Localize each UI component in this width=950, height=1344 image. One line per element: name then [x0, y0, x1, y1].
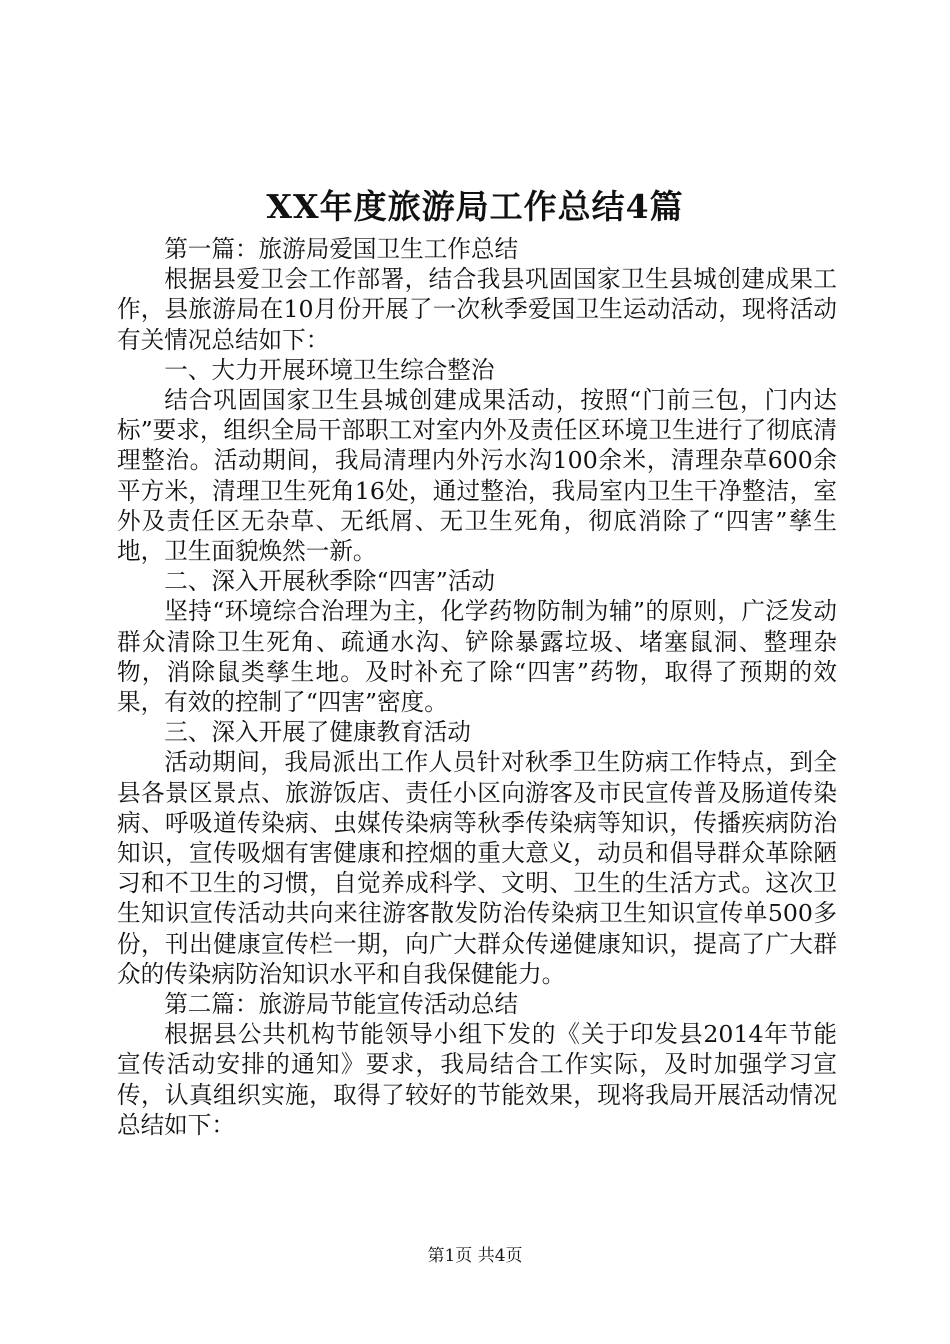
document-title: XX年度旅游局工作总结4篇	[266, 187, 684, 226]
section-heading: 第一篇：旅游局爱国卫生工作总结	[164, 235, 519, 263]
document-body	[117, 234, 837, 1140]
paragraph: 坚持“环境综合治理为主，化学药物防制为辅”的原则，广泛发动群众清除卫生死角、疏通水沟、铲除暴露垃圾、堵塞鼠洞、整理杂物，消除鼠类孳生地。及时补充了除“四害”药物，取得了预期的效果，有效的控制了“四害”密度。	[117, 597, 837, 717]
page-footer: 第1页 共4页	[427, 1246, 523, 1266]
section-heading: 第二篇：旅游局节能宣传活动总结	[164, 990, 519, 1019]
paragraph: 结合巩固国家卫生县城创建成果活动，按照“门前三包，门内达标”要求，组织全局干部职工对室内外及责任区环境卫生进行了彻底清理整治。活动期间，我局清理内外污水沟100余米，清理杂草600余平方米，清理卫生死角16处，通过整治，我局室内卫生干净整洁，室外及责任区无杂草、无纸屑、无卫生死角，彻底消除了“四害”孳生地，卫生面貌焕然一新。	[117, 386, 837, 566]
paragraph: 根据县公共机构节能领导小组下发的《关于印发县2014年节能宣传活动安排的通知》要求，我局结合工作实际，及时加强学习宣传，认真组织实施，取得了较好的节能效果，现将我局开展活动情况总结如下：	[117, 1020, 837, 1139]
paragraph: 根据县爱卫会工作部署，结合我县巩固国家卫生县城创建成果工作，县旅游局在10月份开展了一次秋季爱国卫生运动活动，现将活动有关情况总结如下：	[117, 265, 837, 354]
subsection-heading: 二、深入开展秋季除“四害”活动	[164, 567, 496, 596]
paragraph: 活动期间，我局派出工作人员针对秋季卫生防病工作特点，到全县各景区景点、旅游饭店、责任小区向游客及市民宣传普及肠道传染病、呼吸道传染病、虫媒传染病等秋季传染病等知识，传播疾病防治知识，宣传吸烟有害健康和控烟的重大意义，动员和倡导群众革除陋习和不卫生的习惯，自觉养成科学、文明、卫生的生活方式。这次卫生知识宣传活动共向来往游客散发防治传染病卫生知识宣传单500多份，刊出健康宣传栏一期，向广大群众传递健康知识，提高了广大群众的传染病防治知识水平和自我保健能力。	[117, 748, 837, 988]
subsection-heading: 一、大力开展环境卫生综合整治	[164, 355, 495, 384]
subsection-heading: 三、深入开展了健康教育活动	[164, 718, 471, 747]
